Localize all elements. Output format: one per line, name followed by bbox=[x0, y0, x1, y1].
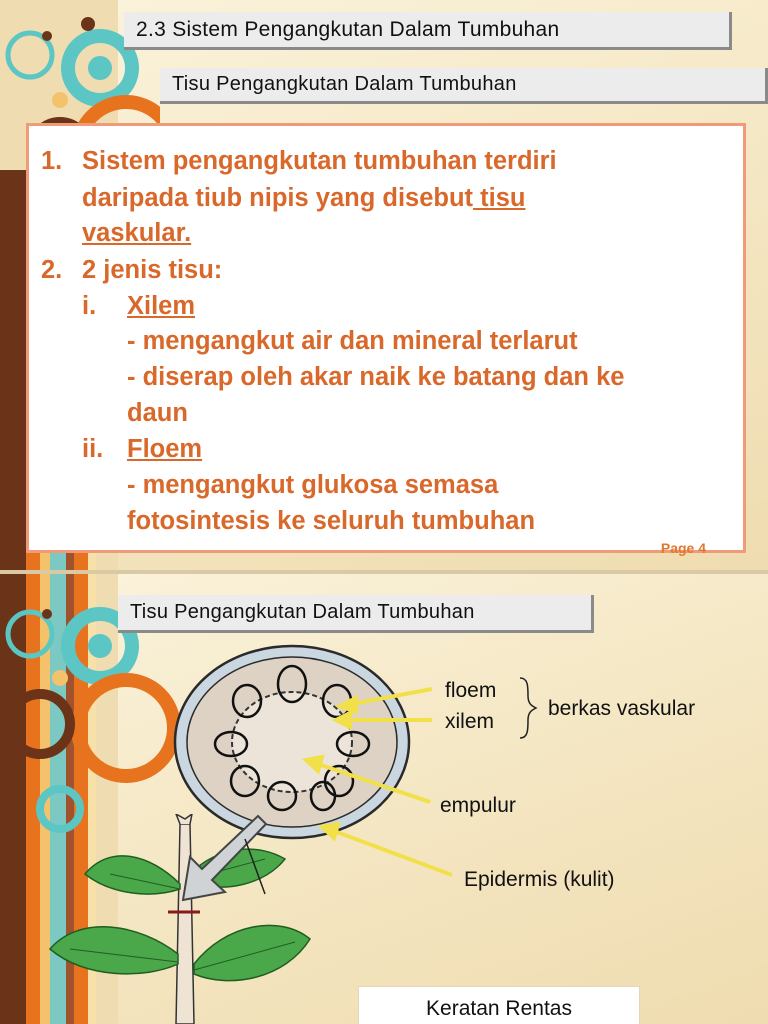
main-title: 2.3 Sistem Pengangkutan Dalam Tumbuhan bbox=[124, 12, 732, 50]
slide-2 bbox=[0, 574, 768, 1024]
point-1-number: 1. bbox=[41, 147, 63, 175]
point-1-line-2 bbox=[82, 183, 525, 213]
type-floem-roman: ii. bbox=[82, 435, 104, 463]
type-xilem-name: Xilem bbox=[127, 292, 196, 320]
floem-desc-1: - mengangkut glukosa semasa bbox=[127, 471, 499, 499]
page-number-label: Page 4 bbox=[660, 540, 706, 556]
label-epidermis: Epidermis (kulit) bbox=[464, 868, 615, 891]
caption-keratan-rentas: Keratan Rentas bbox=[358, 986, 640, 1024]
xilem-desc-3: daun bbox=[127, 399, 188, 427]
point-2-number: 2. bbox=[41, 256, 63, 284]
point-2-text: 2 jenis tisu: bbox=[82, 256, 223, 284]
xilem-desc-1: - mengangkut air dan mineral terlarut bbox=[127, 327, 578, 355]
cross-section-diagram bbox=[0, 574, 768, 1024]
label-floem: floem bbox=[445, 679, 497, 702]
type-xilem-roman: i. bbox=[82, 292, 97, 320]
sub-title: Tisu Pengangkutan Dalam Tumbuhan bbox=[160, 68, 768, 104]
point-1-highlight-b: vaskular. bbox=[82, 219, 192, 247]
content-box bbox=[26, 123, 746, 553]
label-xilem: xilem bbox=[445, 710, 495, 733]
xilem-desc-2: - diserap oleh akar naik ke batang dan ke bbox=[127, 363, 625, 391]
label-empulur: empulur bbox=[440, 794, 516, 817]
down-arrow-icon bbox=[183, 816, 266, 900]
type-floem-name: Floem bbox=[127, 435, 203, 463]
point-1-text-a: Sistem pengangkutan tumbuhan terdiri bbox=[82, 147, 557, 175]
sub-title: Tisu Pengangkutan Dalam Tumbuhan bbox=[118, 595, 594, 633]
point-1-text-b: daripada tiub nipis yang disebut bbox=[82, 184, 474, 212]
label-berkas-vaskular: berkas vaskular bbox=[548, 697, 696, 720]
point-1-highlight-a: tisu bbox=[473, 184, 526, 212]
floem-desc-2: fotosintesis ke seluruh tumbuhan bbox=[127, 507, 536, 535]
